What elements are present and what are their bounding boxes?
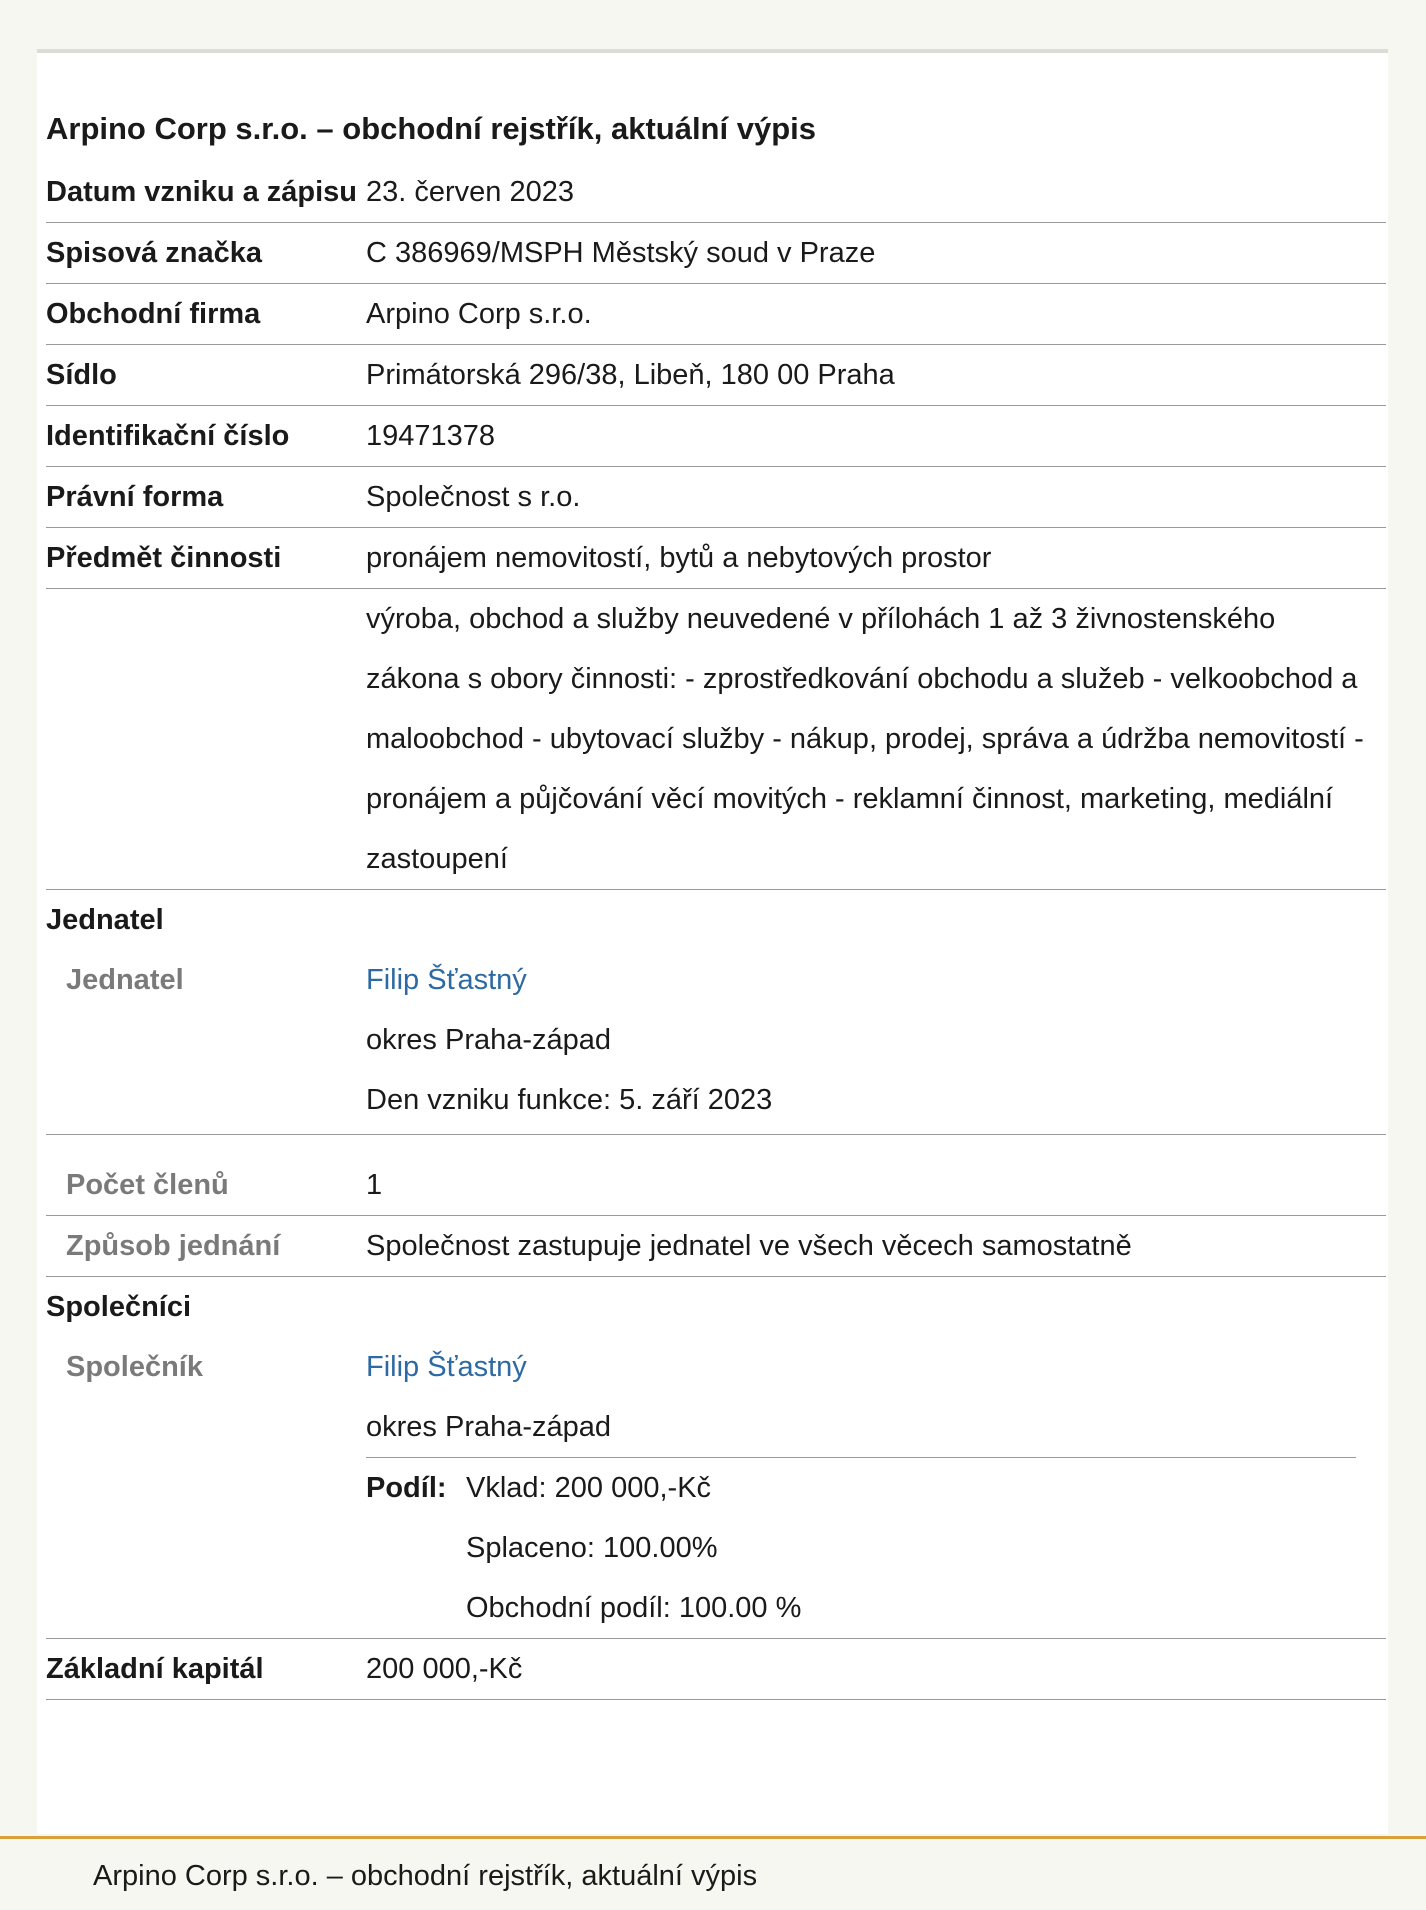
- footer-text: Arpino Corp s.r.o. – obchodní rejstřík, aktuální výpis: [93, 1860, 758, 1892]
- jednatel-den-vzniku: Den vzniku funkce: 5. září 2023: [366, 1084, 773, 1116]
- row-forma: [46, 467, 1386, 528]
- value-firma: Arpino Corp s.r.o.: [366, 284, 1386, 345]
- label-ico: Identifikační číslo: [46, 406, 366, 467]
- row-sidlo: [46, 345, 1386, 406]
- register-content: [46, 53, 1386, 1700]
- value-forma: Společnost s r.o.: [366, 467, 1386, 528]
- spolecnik-okres: okres Praha-západ: [366, 1411, 612, 1443]
- row-predmet: [46, 528, 1386, 589]
- label-jednatel: Jednatel: [46, 950, 366, 1135]
- label-datum: Datum vzniku a zápisu: [46, 162, 366, 223]
- label-sidlo: Sídlo: [46, 345, 366, 406]
- section-heading-jednatel: Jednatel: [46, 904, 164, 936]
- row-spolecnik: [46, 1337, 1386, 1639]
- row-kapital: [46, 1639, 1386, 1700]
- label-forma: Právní forma: [46, 467, 366, 528]
- label-spis: Spisová značka: [46, 223, 366, 284]
- label-zpusob: Způsob jednání: [46, 1216, 366, 1277]
- value-ico: 19471378: [366, 406, 1386, 467]
- spolecnik-name-link[interactable]: Filip Šťastný: [366, 1351, 527, 1383]
- jednatel-name-link[interactable]: Filip Šťastný: [366, 964, 527, 996]
- label-spolecnik: Společník: [46, 1337, 366, 1639]
- label-kapital: Základní kapitál: [46, 1639, 366, 1700]
- register-card: [37, 49, 1388, 1834]
- share-label: Podíl:: [366, 1472, 447, 1504]
- value-kapital: 200 000,-Kč: [366, 1639, 1386, 1700]
- section-heading-spolecnici: Společníci: [46, 1291, 192, 1323]
- label-pocet: Počet členů: [46, 1135, 366, 1216]
- row-spis: [46, 223, 1386, 284]
- row-predmet-2: [46, 589, 1386, 890]
- share-values: [466, 1458, 801, 1638]
- share-vklad: Vklad: 200 000,-Kč: [466, 1472, 712, 1504]
- row-pocet: [46, 1135, 1386, 1216]
- value-datum: 23. červen 2023: [366, 162, 1386, 223]
- value-pocet: 1: [366, 1135, 1386, 1216]
- row-zpusob: [46, 1216, 1386, 1277]
- share-obchodni-podil: Obchodní podíl: 100.00 %: [466, 1592, 802, 1624]
- footer-divider: [0, 1836, 1426, 1839]
- value-predmet-1: pronájem nemovitostí, bytů a nebytových prostor: [366, 528, 1386, 589]
- page-title: Arpino Corp s.r.o. – obchodní rejstřík, aktuální výpis: [46, 111, 816, 146]
- row-jednatel-heading: [46, 890, 1386, 951]
- row-ico: [46, 406, 1386, 467]
- value-zpusob: Společnost zastupuje jednatel ve všech věcech samostatně: [366, 1216, 1386, 1277]
- value-predmet-2: výroba, obchod a služby neuvedené v přílohách 1 až 3 živnostenského zákona s obory činnosti: - zprostředkování obchodu a služeb - velkoobchod a maloobchod - ubytovací služby - nákup, prodej, správa a údržba nemovitostí - pronájem a půjčování věcí movitých - reklamní činnost, marketing, mediální zastoupení: [366, 589, 1386, 890]
- label-predmet: Předmět činnosti: [46, 528, 366, 589]
- row-jednatel: [46, 950, 1386, 1135]
- share-splaceno: Splaceno: 100.00%: [466, 1532, 718, 1564]
- jednatel-okres: okres Praha-západ: [366, 1024, 612, 1056]
- row-datum: [46, 162, 1386, 223]
- value-sidlo: Primátorská 296/38, Libeň, 180 00 Praha: [366, 345, 1386, 406]
- share-block: [366, 1457, 1356, 1638]
- label-firma: Obchodní firma: [46, 284, 366, 345]
- row-firma: [46, 284, 1386, 345]
- register-table: [46, 162, 1386, 1700]
- value-spis: C 386969/MSPH Městský soud v Praze: [366, 223, 1386, 284]
- row-spolecnici-heading: [46, 1277, 1386, 1338]
